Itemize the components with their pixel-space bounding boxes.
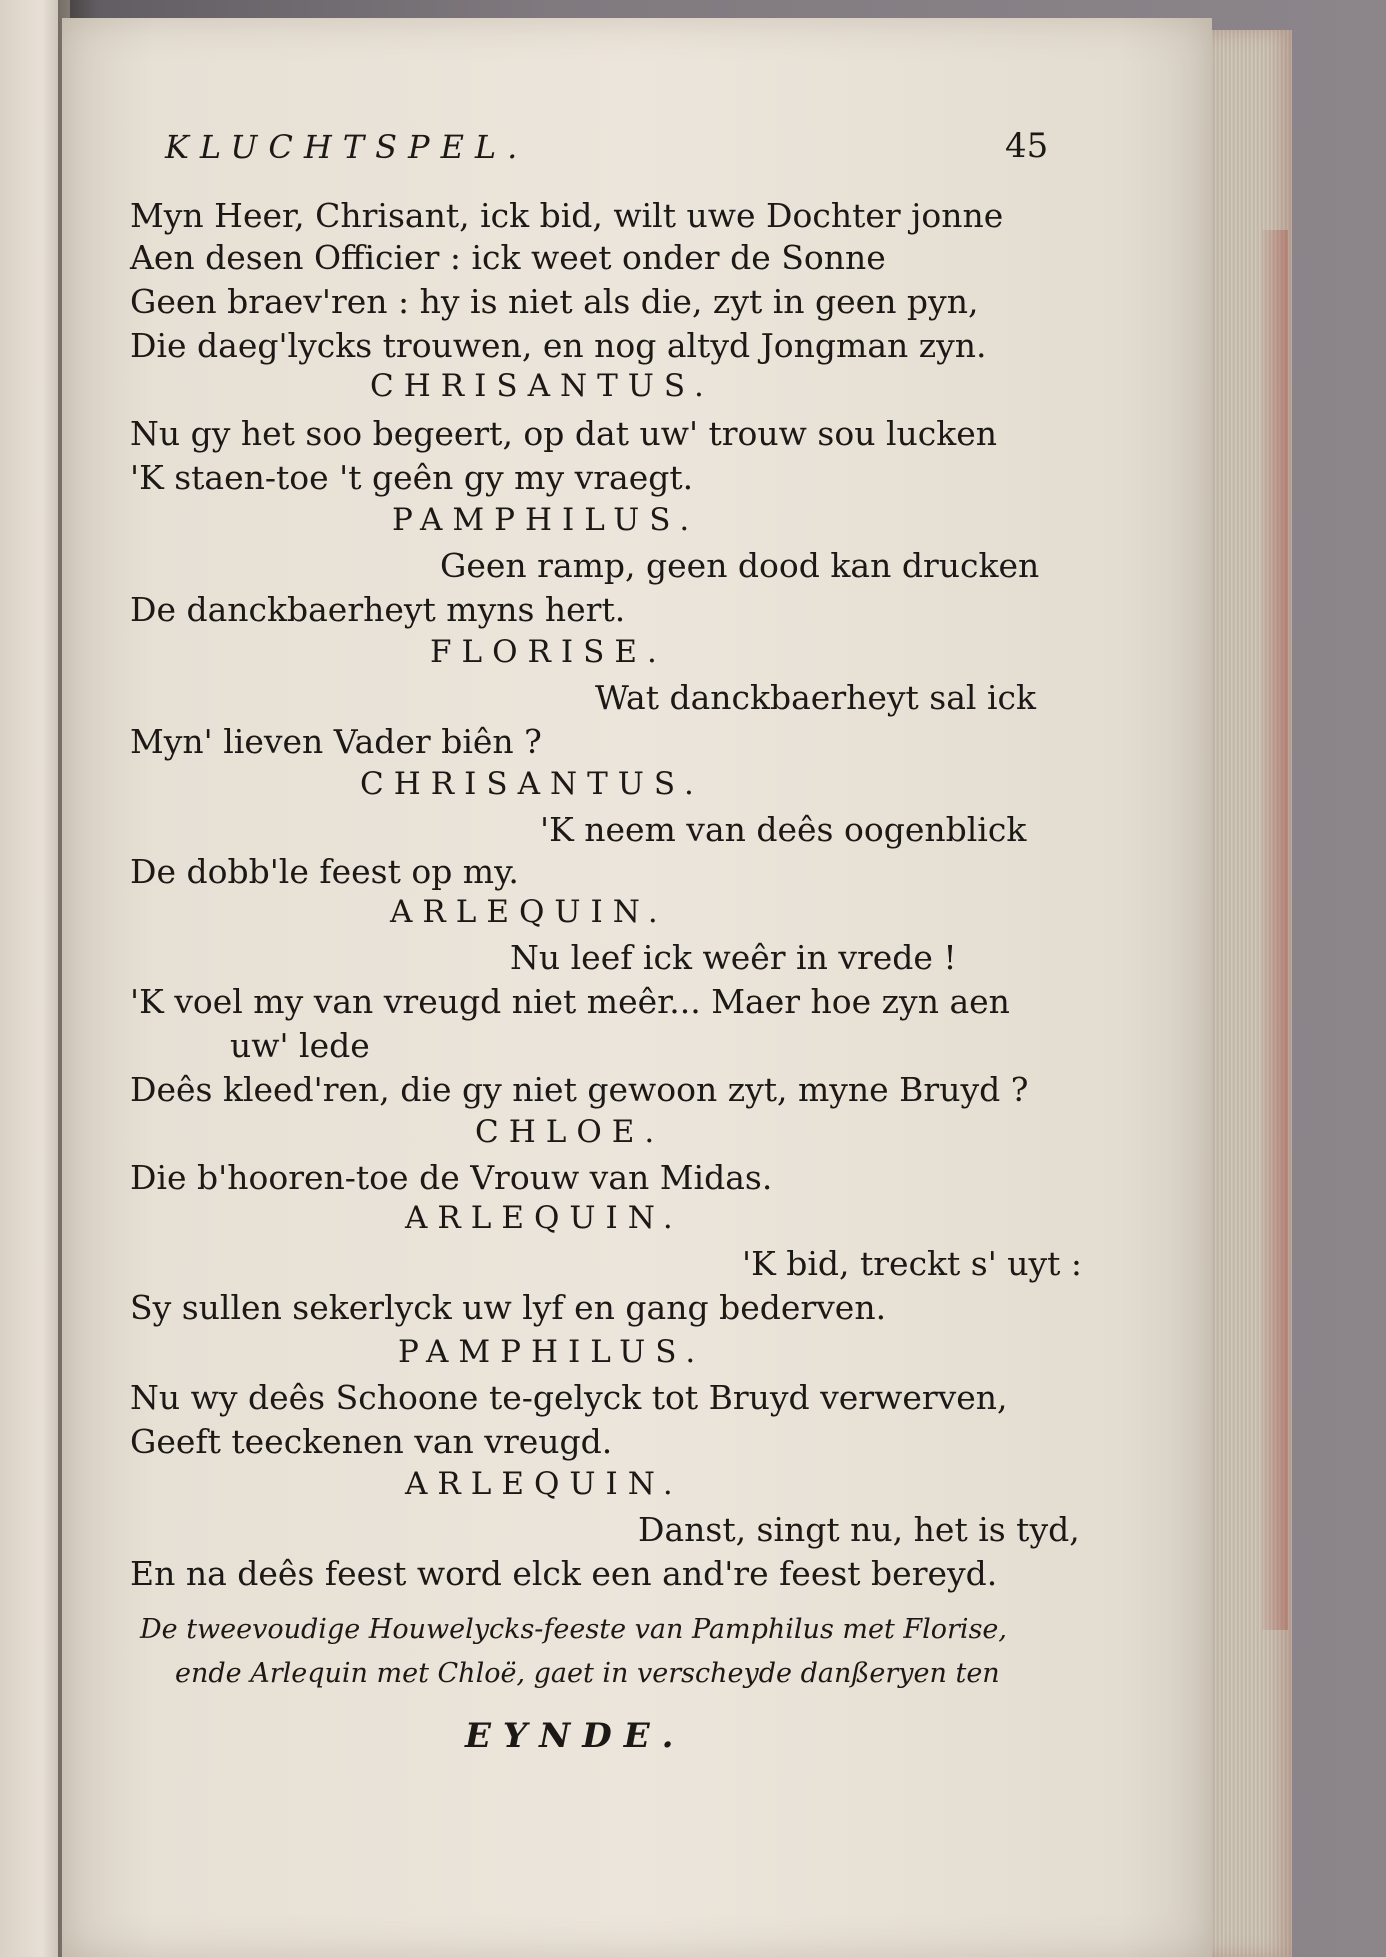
end-mark: EYNDE. bbox=[465, 1716, 686, 1756]
speaker-name: CHRISANTUS. bbox=[370, 368, 714, 404]
stage-direction: ende Arlequin met Chloë, gaet in verscheyde danßeryen ten bbox=[175, 1658, 1000, 1689]
verse-line: Deês kleed'ren, die gy niet gewoon zyt, myne Bruyd ? bbox=[130, 1070, 1029, 1109]
verse-line: Sy sullen sekerlyck uw lyf en gang bederven. bbox=[130, 1288, 887, 1327]
stage-direction: De tweevoudige Houwelycks-feeste van Pamphilus met Florise, bbox=[140, 1614, 1007, 1645]
verse-line: 'K neem van deês oogenblick bbox=[540, 810, 1027, 849]
verse-line: Geen braev'ren : hy is niet als die, zyt in geen pyn, bbox=[130, 282, 979, 321]
verse-line: Geeft teeckenen van vreugd. bbox=[130, 1422, 613, 1461]
speaker-name: CHLOE. bbox=[475, 1114, 665, 1150]
verse-line: Nu leef ick weêr in vrede ! bbox=[510, 938, 957, 977]
verse-line: Danst, singt nu, het is tyd, bbox=[638, 1510, 1080, 1549]
running-head: KLUCHTSPEL. bbox=[165, 128, 529, 166]
verse-line: En na deês feest word elck een and're feest bereyd. bbox=[130, 1554, 998, 1593]
verse-line: Myn' lieven Vader biên ? bbox=[130, 722, 542, 761]
verse-line: 'K voel my van vreugd niet meêr... Maer hoe zyn aen bbox=[130, 982, 1010, 1021]
verse-line: Nu wy deês Schoone te-gelyck tot Bruyd verwerven, bbox=[130, 1378, 1008, 1417]
verse-line: Aen desen Officier : ick weet onder de Sonne bbox=[130, 238, 886, 277]
verse-line: Die b'hooren-toe de Vrouw van Midas. bbox=[130, 1158, 773, 1197]
speaker-name: ARLEQUIN. bbox=[405, 1466, 683, 1502]
red-edge-tint bbox=[1262, 230, 1288, 1630]
verse-line: Nu gy het soo begeert, op dat uw' trouw sou lucken bbox=[130, 414, 998, 453]
page-number: 45 bbox=[1005, 126, 1049, 166]
speaker-name: PAMPHILUS. bbox=[392, 502, 700, 538]
speaker-name: ARLEQUIN. bbox=[390, 894, 668, 930]
speaker-name: FLORISE. bbox=[430, 634, 667, 670]
verse-line: 'K staen-toe 't geên gy my vraegt. bbox=[130, 458, 694, 497]
verse-line: Geen ramp, geen dood kan drucken bbox=[440, 546, 1040, 585]
speaker-name: ARLEQUIN. bbox=[405, 1200, 683, 1236]
verse-line: 'K bid, treckt s' uyt : bbox=[742, 1244, 1083, 1283]
verse-line: Wat danckbaerheyt sal ick bbox=[595, 678, 1036, 717]
verse-line: De dobb'le feest op my. bbox=[130, 852, 519, 891]
verse-line: Die daeg'lycks trouwen, en nog altyd Jongman zyn. bbox=[130, 326, 987, 365]
speaker-name: CHRISANTUS. bbox=[360, 766, 704, 802]
speaker-name: PAMPHILUS. bbox=[398, 1334, 706, 1370]
verse-line: uw' lede bbox=[230, 1026, 370, 1065]
verse-line: Myn Heer, Chrisant, ick bid, wilt uwe Dochter jonne bbox=[130, 196, 1004, 235]
verse-line: De danckbaerheyt myns hert. bbox=[130, 590, 626, 629]
